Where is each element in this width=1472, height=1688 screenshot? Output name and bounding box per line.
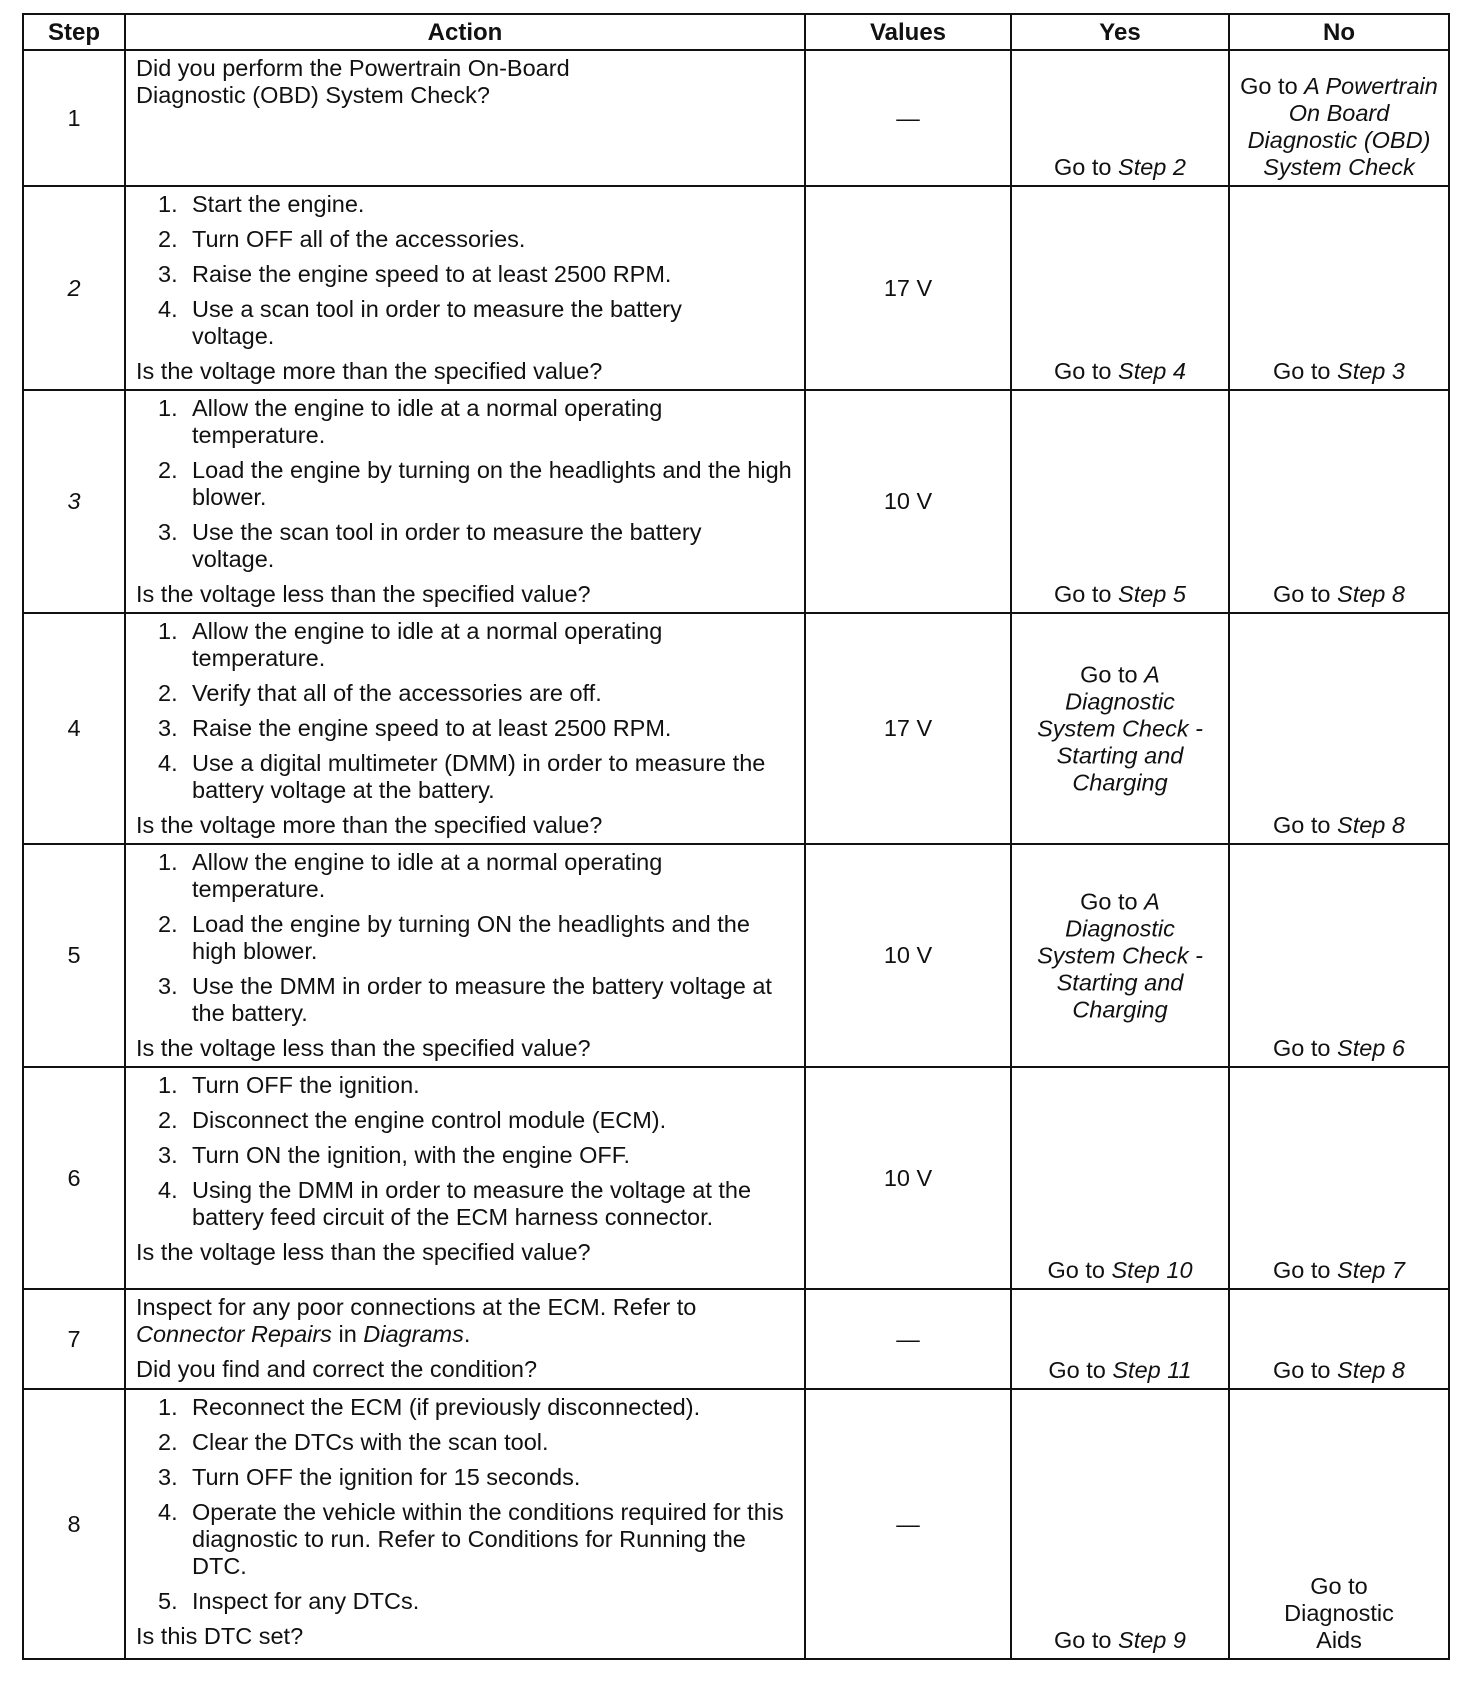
no-goto[interactable]: Go to Step 8: [1273, 1357, 1405, 1383]
action-step: 4. Using the DMM in order to measure the voltage at the battery feed circuit of the ECM harness connector.: [158, 1177, 752, 1230]
no-cell: [1229, 844, 1449, 1067]
action-step: 2. Load the engine by turning on the headlights and the high blower.: [158, 457, 792, 510]
step-number: 3: [23, 390, 125, 613]
step-number: 7: [23, 1289, 125, 1389]
yes-cell: [1011, 844, 1229, 1067]
header-values: Values: [805, 14, 1011, 50]
action-steps: [136, 191, 798, 350]
value-cell: —: [805, 1389, 1011, 1659]
action-step: 3. Turn ON the ignition, with the engine OFF.: [158, 1142, 631, 1168]
step-number: 5: [23, 844, 125, 1067]
action-cell: [125, 613, 805, 844]
action-steps: [136, 395, 798, 573]
no-goto[interactable]: Go to A Powertrain On Board Diagnostic (OBD) System Check: [1240, 73, 1438, 180]
action-cell: [125, 844, 805, 1067]
no-cell: [1229, 1067, 1449, 1289]
action-step: 2. Load the engine by turning ON the headlights and the high blower.: [158, 911, 750, 964]
action-step: 1. Allow the engine to idle at a normal operating temperature.: [158, 849, 663, 902]
step-number: 8: [23, 1389, 125, 1659]
action-step: 3. Use the scan tool in order to measure the battery voltage.: [158, 519, 702, 572]
header-step: Step: [23, 14, 125, 50]
step-number: 4: [23, 613, 125, 844]
action-step: 1. Start the engine.: [158, 191, 365, 217]
no-cell: [1229, 1289, 1449, 1389]
yes-goto[interactable]: Go to Step 11: [1048, 1357, 1192, 1383]
header-no: No: [1229, 14, 1449, 50]
no-goto[interactable]: Go to Step 3: [1273, 358, 1405, 384]
header-yes: Yes: [1011, 14, 1229, 50]
value-cell: 10 V: [805, 844, 1011, 1067]
action-step: 2. Disconnect the engine control module (ECM).: [158, 1107, 667, 1133]
action-text: Did you perform the Powertrain On-Board Diagnostic (OBD) System Check?: [136, 55, 570, 108]
yes-goto[interactable]: Go to Step 9: [1054, 1627, 1186, 1653]
action-step: 3. Turn OFF the ignition for 15 seconds.: [158, 1464, 581, 1490]
action-text: Inspect for any poor connections at the ECM. Refer to Connector Repairs in Diagrams.: [136, 1294, 697, 1347]
no-goto[interactable]: Go to Diagnostic Aids: [1284, 1573, 1394, 1653]
action-step: 1. Allow the engine to idle at a normal operating temperature.: [158, 618, 663, 671]
value-cell: 17 V: [805, 186, 1011, 390]
yes-cell: [1011, 613, 1229, 844]
action-cell: [125, 390, 805, 613]
no-goto[interactable]: Go to Step 8: [1273, 812, 1405, 838]
action-cell: [125, 50, 805, 186]
action-cell: [125, 1389, 805, 1659]
no-cell: [1229, 1389, 1449, 1659]
diagnostic-table: [22, 13, 1450, 1660]
action-step: 3. Raise the engine speed to at least 2500 RPM.: [158, 261, 672, 287]
yes-goto[interactable]: Go to Step 2: [1054, 154, 1186, 180]
action-step: 1. Allow the engine to idle at a normal operating temperature.: [158, 395, 663, 448]
step-number: 2: [23, 186, 125, 390]
no-cell: [1229, 50, 1449, 186]
action-step: 3. Use the DMM in order to measure the battery voltage at the battery.: [158, 973, 772, 1026]
value-cell: 10 V: [805, 390, 1011, 613]
action-question: Is the voltage more than the specified value?: [136, 812, 603, 838]
step-number: 1: [23, 50, 125, 186]
action-steps: [136, 1394, 798, 1615]
no-cell: [1229, 613, 1449, 844]
value-cell: —: [805, 50, 1011, 186]
value-cell: —: [805, 1289, 1011, 1389]
yes-cell: [1011, 186, 1229, 390]
no-goto[interactable]: Go to Step 6: [1273, 1035, 1405, 1061]
action-step: 1. Reconnect the ECM (if previously disconnected).: [158, 1394, 701, 1420]
no-cell: [1229, 186, 1449, 390]
table-row: [23, 1289, 1449, 1389]
action-step: 2. Verify that all of the accessories are off.: [158, 680, 602, 706]
table-row: [23, 1389, 1449, 1659]
action-question: Is the voltage less than the specified value?: [136, 581, 591, 607]
action-cell: [125, 1289, 805, 1389]
yes-goto[interactable]: Go to Step 10: [1047, 1257, 1193, 1283]
action-step: 4. Operate the vehicle within the conditions required for this diagnostic to run. Refer to Conditions for Running the DTC.: [158, 1499, 784, 1579]
no-cell: [1229, 390, 1449, 613]
table-row: [23, 390, 1449, 613]
yes-goto[interactable]: Go to A Diagnostic System Check - Starting and Charging: [1037, 661, 1203, 795]
table-row: [23, 186, 1449, 390]
action-step: 5. Inspect for any DTCs.: [158, 1588, 420, 1614]
no-goto[interactable]: Go to Step 8: [1273, 581, 1405, 607]
header-action: Action: [125, 14, 805, 50]
yes-cell: [1011, 1289, 1229, 1389]
action-question: Is the voltage less than the specified value?: [136, 1035, 591, 1061]
value-cell: 17 V: [805, 613, 1011, 844]
action-steps: [136, 849, 798, 1027]
action-question: Is the voltage less than the specified value?: [136, 1239, 591, 1265]
yes-cell: [1011, 1389, 1229, 1659]
yes-cell: [1011, 390, 1229, 613]
table-row: [23, 613, 1449, 844]
yes-cell: [1011, 50, 1229, 186]
yes-cell: [1011, 1067, 1229, 1289]
action-step: 2. Clear the DTCs with the scan tool.: [158, 1429, 549, 1455]
value-cell: 10 V: [805, 1067, 1011, 1289]
header-row: [23, 14, 1449, 50]
yes-goto[interactable]: Go to Step 5: [1054, 581, 1186, 607]
yes-goto[interactable]: Go to A Diagnostic System Check - Starting and Charging: [1037, 888, 1203, 1022]
action-question: Did you find and correct the condition?: [136, 1356, 538, 1382]
action-step: 2. Turn OFF all of the accessories.: [158, 226, 526, 252]
no-goto[interactable]: Go to Step 7: [1273, 1257, 1405, 1283]
action-step: 1. Turn OFF the ignition.: [158, 1072, 420, 1098]
action-step: 4. Use a digital multimeter (DMM) in order to measure the battery voltage at the battery.: [158, 750, 766, 803]
table-row: [23, 844, 1449, 1067]
action-steps: [136, 618, 798, 804]
action-step: 4. Use a scan tool in order to measure the battery voltage.: [158, 296, 682, 349]
yes-goto[interactable]: Go to Step 4: [1054, 358, 1186, 384]
action-steps: [136, 1072, 798, 1231]
action-question: Is this DTC set?: [136, 1623, 304, 1649]
table-row: [23, 1067, 1449, 1289]
action-cell: [125, 186, 805, 390]
table-row: [23, 50, 1449, 186]
action-step: 3. Raise the engine speed to at least 2500 RPM.: [158, 715, 672, 741]
action-cell: [125, 1067, 805, 1289]
action-question: Is the voltage more than the specified value?: [136, 358, 603, 384]
step-number: 6: [23, 1067, 125, 1289]
